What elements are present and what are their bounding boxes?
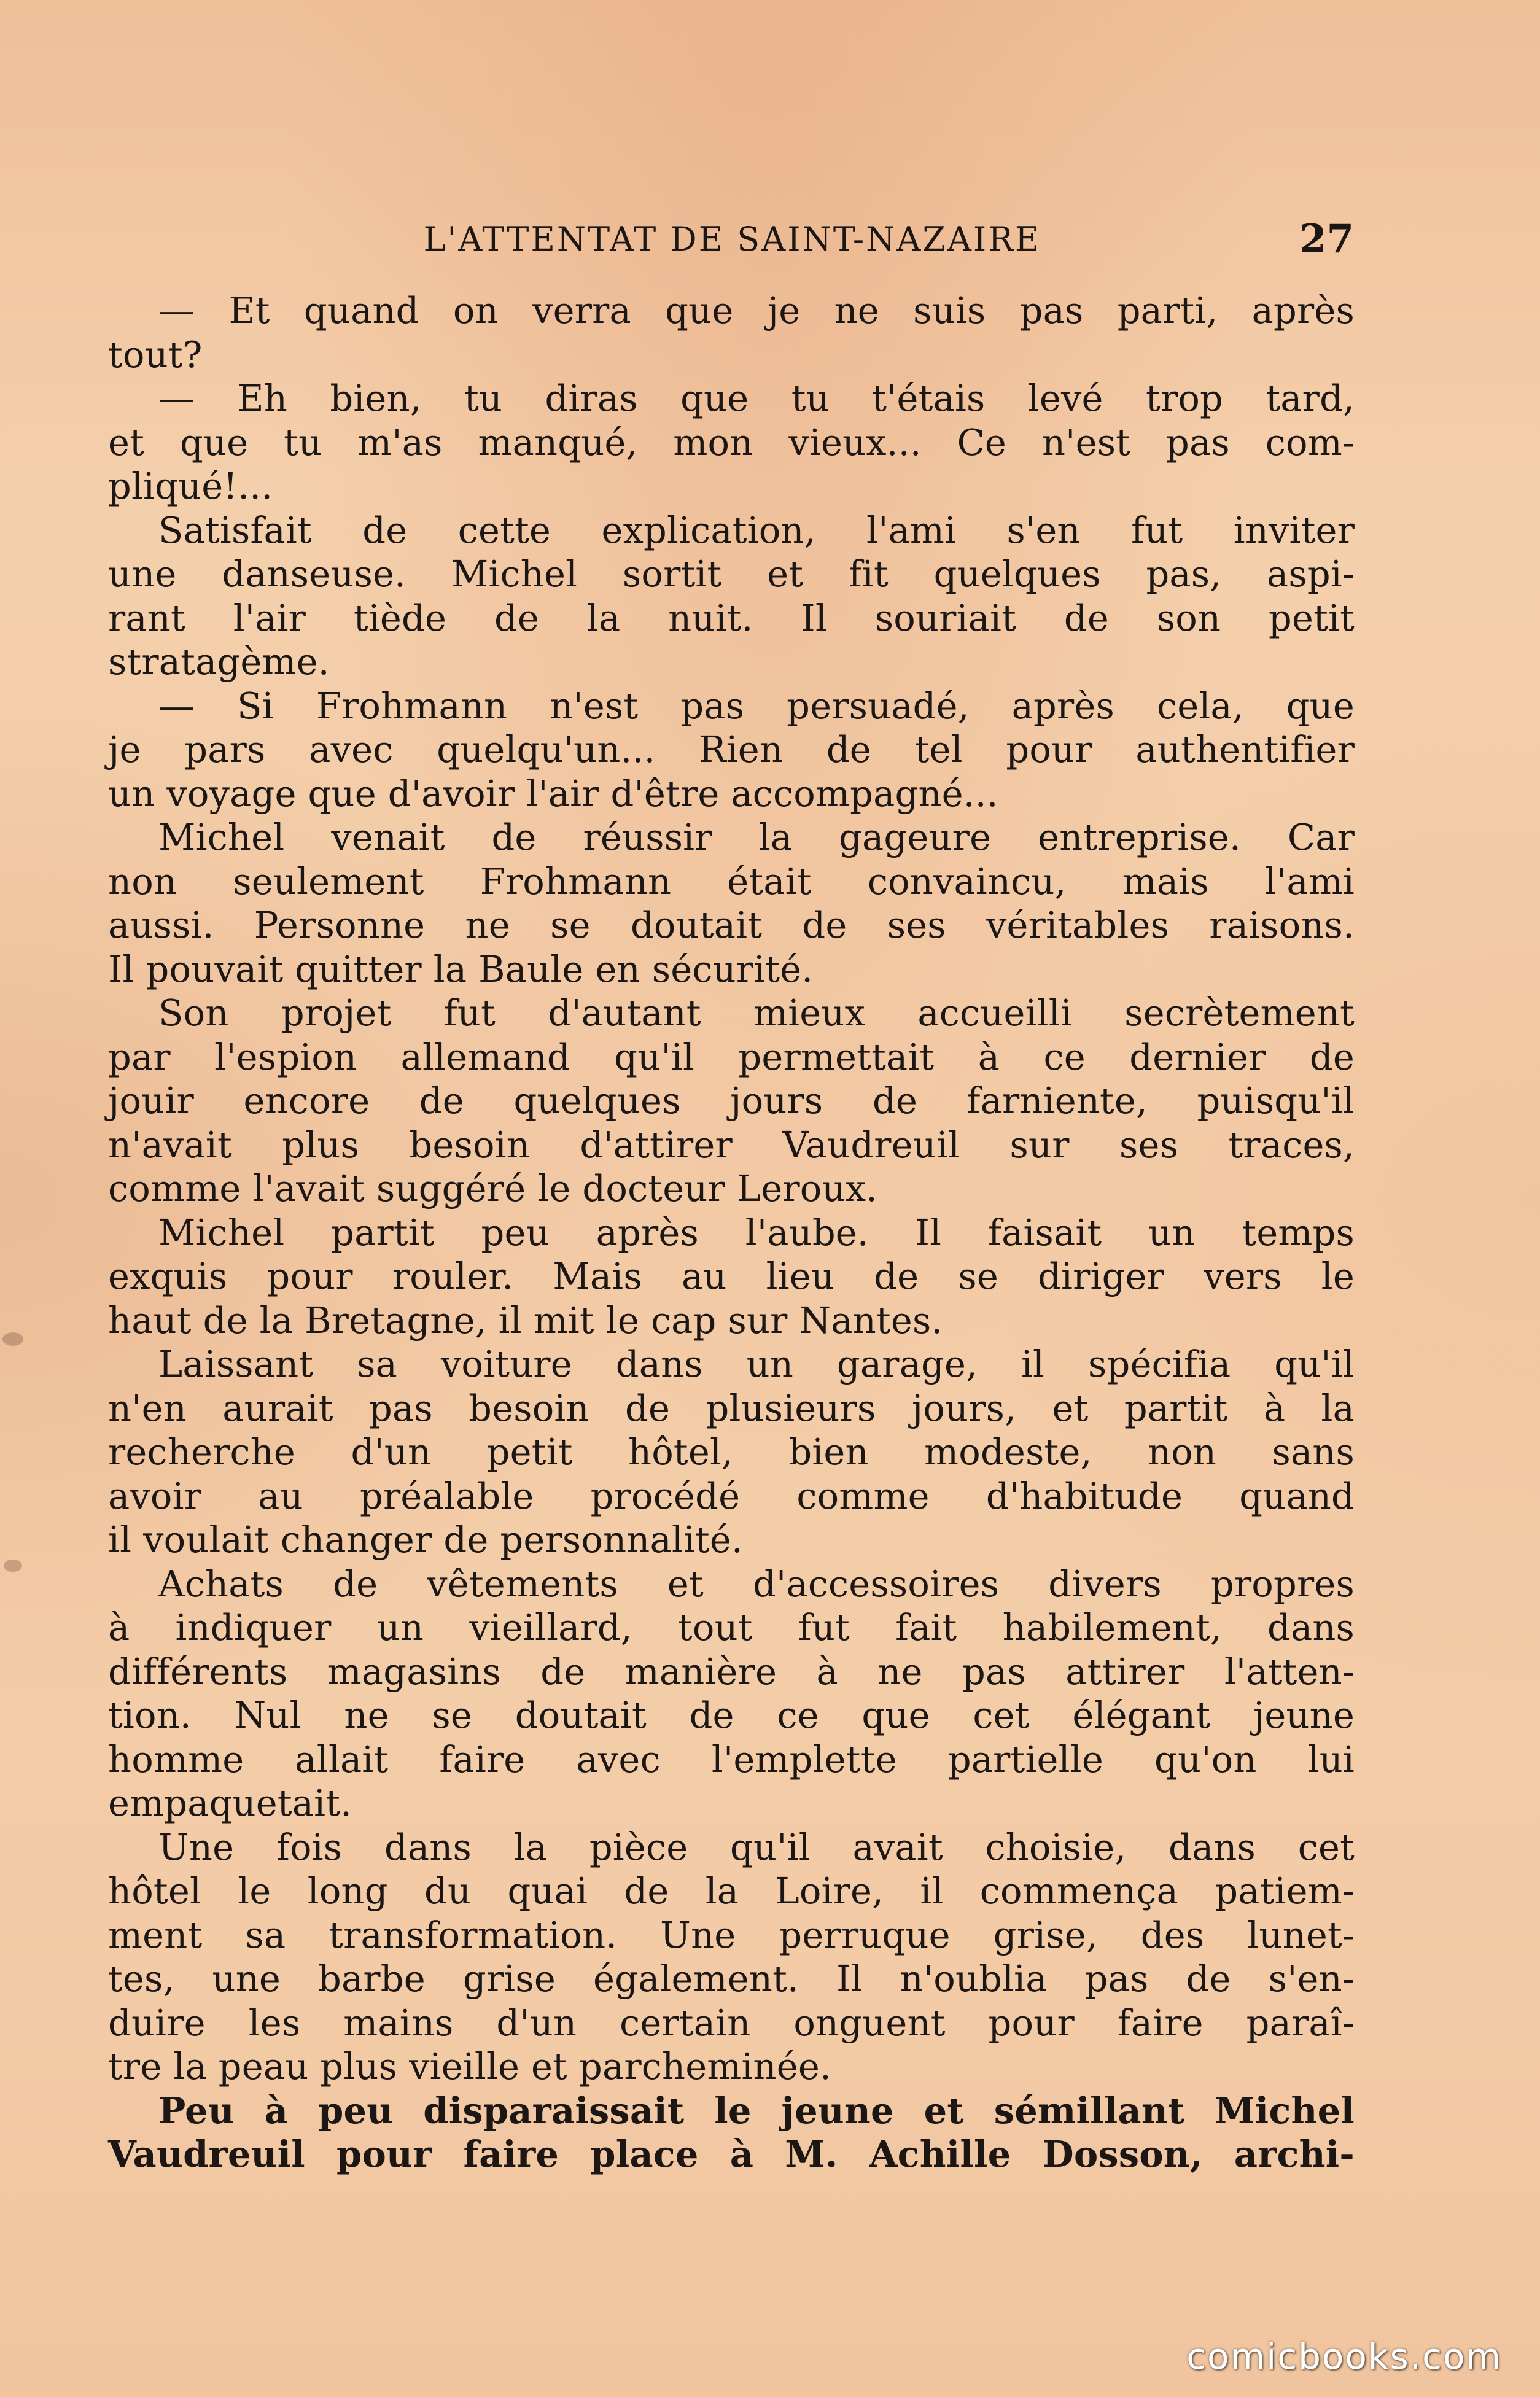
text-line: il voulait changer de personnalité. (108, 1518, 743, 1561)
text-line: stratagème. (108, 640, 330, 683)
body-text (108, 289, 1355, 2177)
text-line: Vaudreuil pour faire place à M. Achille Dosson, archi- (108, 2133, 1355, 2175)
text-line: duire les mains d'un certain onguent pour faire paraî- (108, 2001, 1355, 2044)
paper-stain (2, 1332, 23, 1346)
text-line: Michel venait de réussir la gageure entreprise. Car (158, 816, 1355, 858)
text-line: empaquetait. (108, 1782, 352, 1824)
text-line: Michel partit peu après l'aube. Il faisait un temps (158, 1211, 1355, 1254)
text-line: comme l'avait suggéré le docteur Leroux. (108, 1167, 878, 1210)
text-line: à indiquer un vieillard, tout fut fait habilement, dans (108, 1606, 1355, 1649)
text-line: Laissant sa voiture dans un garage, il spécifia qu'il (158, 1343, 1355, 1385)
text-line: ment sa transformation. Une perruque grise, des lunet- (108, 1913, 1355, 1956)
text-line: Satisfait de cette explication, l'ami s'en fut inviter (158, 508, 1355, 551)
text-line: homme allait faire avec l'emplette partielle qu'on lui (108, 1738, 1355, 1781)
text-line: tout? (108, 333, 203, 376)
page-number: 27 (1299, 216, 1354, 262)
text-line: — Eh bien, tu diras que tu t'étais levé trop tard, (158, 377, 1355, 419)
text-line: rant l'air tiède de la nuit. Il souriait de son petit (108, 596, 1355, 639)
text-line: n'avait plus besoin d'attirer Vaudreuil sur ses traces, (108, 1123, 1355, 1166)
text-line: tes, une barbe grise également. Il n'oublia pas de s'en- (108, 1957, 1355, 2000)
text-line: tion. Nul ne se doutait de ce que cet élégant jeune (108, 1694, 1355, 1736)
text-line: et que tu m'as manqué, mon vieux... Ce n'est pas com- (108, 421, 1355, 464)
text-line: Son projet fut d'autant mieux accueilli secrètement (158, 992, 1355, 1034)
text-line: n'en aurait pas besoin de plusieurs jours, et partit à la (108, 1386, 1355, 1429)
text-line: hôtel le long du quai de la Loire, il commença patiem- (108, 1870, 1355, 1912)
text-line: un voyage que d'avoir l'air d'être accompagné... (108, 772, 998, 815)
text-line: tre la peau plus vieille et parcheminée. (108, 2045, 831, 2088)
running-title: L'ATTENTAT DE SAINT-NAZAIRE (423, 220, 1041, 258)
text-line: Une fois dans la pièce qu'il avait choisie, dans cet (158, 1825, 1355, 1868)
text-line: — Si Frohmann n'est pas persuadé, après cela, que (158, 684, 1355, 727)
text-line: par l'espion allemand qu'il permettait à ce dernier de (108, 1035, 1355, 1078)
running-head (111, 212, 1354, 267)
paper-stain (4, 1560, 22, 1572)
text-line: avoir au préalable procédé comme d'habitude quand (108, 1474, 1355, 1517)
text-line: jouir encore de quelques jours de farniente, puisqu'il (108, 1079, 1355, 1122)
text-line: — Et quand on verra que je ne suis pas parti, après (158, 289, 1355, 332)
text-line: Peu à peu disparaissait le jeune et sémillant Michel (158, 2089, 1355, 2132)
text-line: je pars avec quelqu'un... Rien de tel pour authentifier (108, 728, 1355, 771)
text-line: haut de la Bretagne, il mit le cap sur Nantes. (108, 1299, 943, 1342)
text-line: aussi. Personne ne se doutait de ses véritables raisons. (108, 904, 1355, 946)
text-line: recherche d'un petit hôtel, bien modeste, non sans (108, 1431, 1355, 1473)
text-line: Achats de vêtements et d'accessoires divers propres (158, 1562, 1355, 1605)
text-line: Il pouvait quitter la Baule en sécurité. (108, 947, 814, 990)
watermark: comicbooks.com (1186, 2336, 1502, 2377)
text-line: exquis pour rouler. Mais au lieu de se diriger vers le (108, 1255, 1355, 1297)
text-line: différents magasins de manière à ne pas attirer l'atten- (108, 1650, 1355, 1693)
text-line: pliqué!... (108, 465, 273, 507)
text-line: non seulement Frohmann était convaincu, mais l'ami (108, 860, 1355, 903)
text-line: une danseuse. Michel sortit et fit quelques pas, aspi- (108, 553, 1355, 595)
